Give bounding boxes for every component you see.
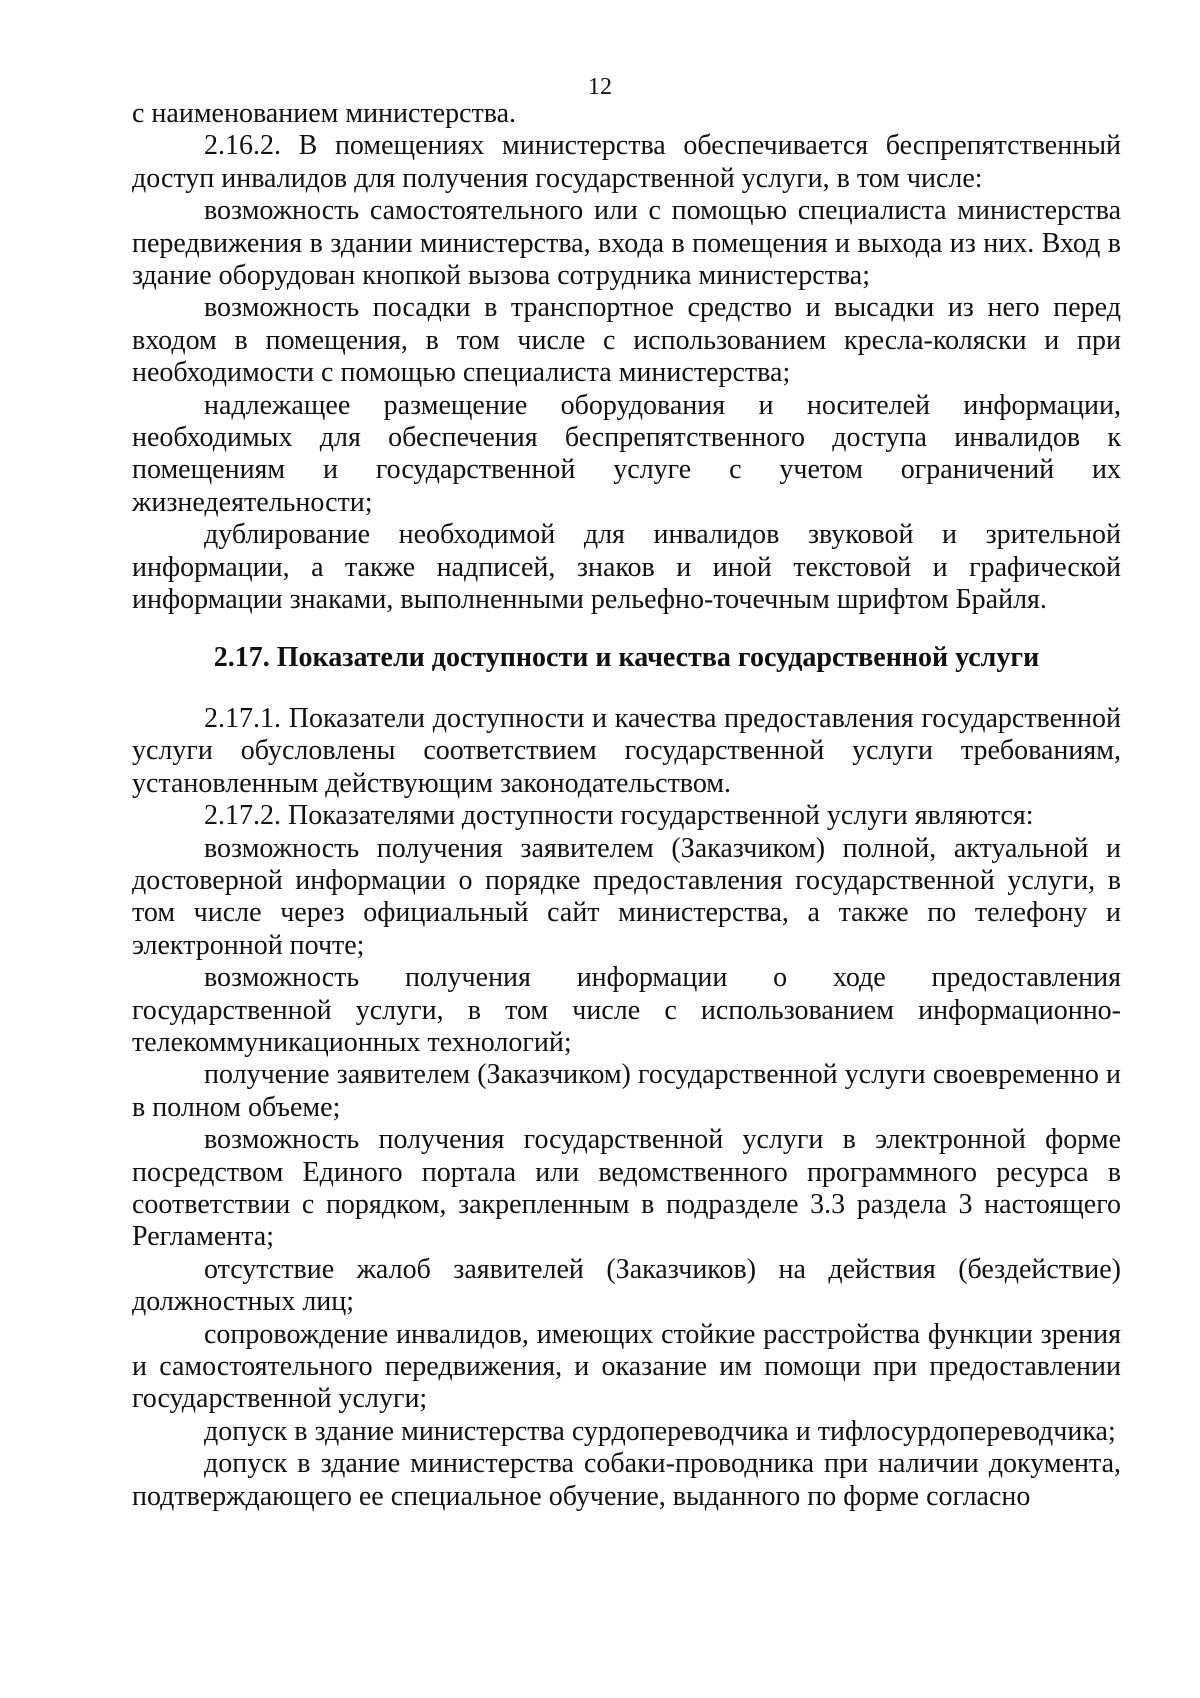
paragraph: возможность посадки в транспортное средство и высадки из него перед входом в помещения, в том числе с использованием кресла-коляски и при необходимости с помощью специалиста министерства; — [132, 292, 1121, 389]
paragraph: возможность получения государственной услуги в электронной форме посредством Единого портала или ведомственного программного ресурса в соответствии с порядком, закрепленным в подразделе 3.3 раздела 3 настоящего Регламента; — [132, 1124, 1121, 1253]
section-heading: 2.17. Показатели доступности и качества государственной услуги — [213, 641, 1040, 673]
page-number: 12 — [588, 74, 612, 100]
paragraph: возможность получения заявителем (Заказчиком) полной, актуальной и достоверной информации о порядке предоставления государственной услуги, в том числе через официальный сайт министерства, а также по телефону и электронной почте; — [132, 832, 1121, 961]
paragraph: получение заявителем (Заказчиком) государственной услуги своевременно и в полном объеме; — [132, 1059, 1121, 1123]
paragraph: сопровождение инвалидов, имеющих стойкие расстройства функции зрения и самостоятельного передвижения, и оказание им помощи при предоставлении государственной услуги; — [132, 1318, 1121, 1415]
paragraph: 2.17.2. Показателями доступности государственной услуги являются: — [204, 800, 1034, 832]
paragraph: 2.16.2. В помещениях министерства обеспечивается беспрепятственный доступ инвалидов для получения государственной услуги, в том числе: — [132, 130, 1121, 194]
paragraph: допуск в здание министерства собаки-проводника при наличии документа, подтверждающего ее специальное обучение, выданного по форме согласно — [132, 1448, 1121, 1512]
paragraph: 2.17.1. Показатели доступности и качества предоставления государственной услуги обусловлены соответствием государственной услуги требованиям, установленным действующим законодательством. — [132, 702, 1121, 799]
document-body — [132, 98, 1121, 1513]
paragraph: отсутствие жалоб заявителей (Заказчиков) на действия (бездействие) должностных лиц; — [132, 1253, 1121, 1318]
paragraph: возможность получения информации о ходе предоставления государственной услуги, в том числе с использованием информационно-телекоммуникационных технологий; — [132, 962, 1121, 1058]
paragraph: дублирование необходимой для инвалидов звуковой и зрительной информации, а также надписей, знаков и иной текстовой и графической информации знаками, выполненными рельефно-точечным шрифтом Брайля. — [132, 519, 1121, 616]
paragraphs-after-heading — [132, 703, 1121, 1513]
paragraph: надлежащее размещение оборудования и носителей информации, необходимых для обеспечения беспрепятственного доступа инвалидов к помещениям и государственной услуге с учетом ограничений их жизнедеятельности; — [132, 389, 1121, 518]
paragraph: допуск в здание министерства сурдопереводчика и тифлосурдопереводчика; — [204, 1415, 1116, 1447]
paragraphs-before-heading — [132, 98, 1121, 617]
paragraph: с наименованием министерства. — [132, 98, 517, 129]
paragraph: возможность самостоятельного или с помощью специалиста министерства передвижения в здании министерства, входа в помещения и выхода из них. Вход в здание оборудован кнопкой вызова сотрудника министерства; — [132, 195, 1121, 292]
